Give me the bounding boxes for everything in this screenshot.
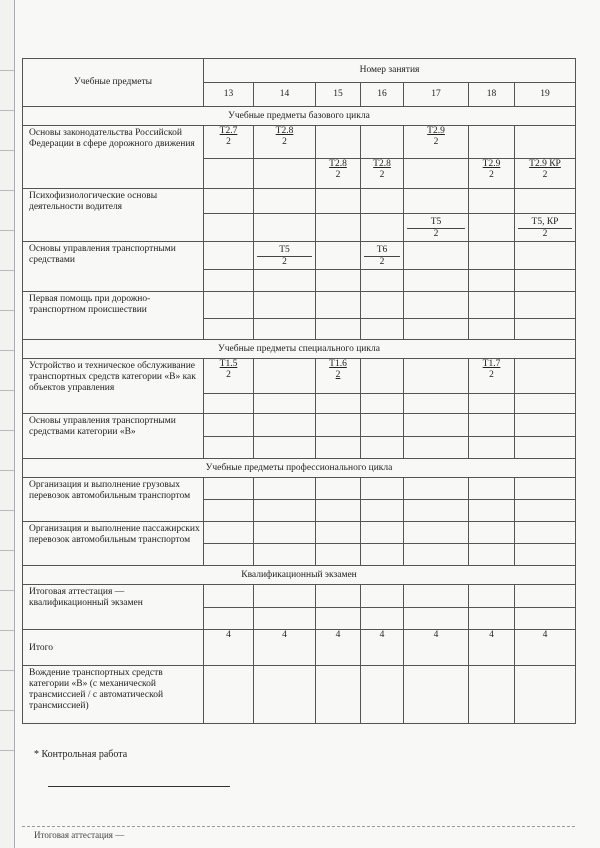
lesson-19: 19 xyxy=(515,83,576,107)
section-special: Учебные предметы специального цикла xyxy=(23,340,576,359)
law-r1-16 xyxy=(361,126,404,159)
law-r2-17 xyxy=(404,159,469,189)
lesson-18: 18 xyxy=(469,83,515,107)
device-r1-13: Т1.5 2 xyxy=(204,359,254,394)
subject-control: Основы управления транспортными средствами xyxy=(23,242,204,292)
subject-control-b: Основы управления транспортными средствами категории «В» xyxy=(23,414,204,459)
subject-first-aid: Первая помощь при дорожно-транспортном происшествии xyxy=(23,292,204,340)
law-r2-16: Т2.8 2 xyxy=(361,159,404,189)
psych-r2-19: Т5, КР 2 xyxy=(515,214,576,242)
subject-psych: Психофизиологические основы деятельности водителя xyxy=(23,189,204,242)
control-r1-16: Т6 2 xyxy=(361,242,404,270)
subjects-header: Учебные предметы xyxy=(23,59,204,107)
law-r1-18 xyxy=(469,126,515,159)
schedule-table xyxy=(22,58,576,724)
subject-final: Итоговая аттестация — квалификационный экзамен xyxy=(23,585,204,630)
total-14: 4 xyxy=(254,630,316,666)
total-13: 4 xyxy=(204,630,254,666)
law-r2-15: Т2.8 2 xyxy=(316,159,361,189)
bottom-text: Итоговая аттестация — xyxy=(34,830,125,840)
law-r1-19 xyxy=(515,126,576,159)
control-r1-14: Т5 2 xyxy=(254,242,316,270)
device-r1-15: Т1.6 2 xyxy=(316,359,361,394)
law-r1-14: Т2.8 2 xyxy=(254,126,316,159)
total-17: 4 xyxy=(404,630,469,666)
subject-passenger: Организация и выполнение пассажирских перевозок автомобильным транспортом xyxy=(23,522,204,566)
subject-driving: Вождение транспортных средств категории «В» (с механической трансмиссией / с автоматической трансмиссией) xyxy=(23,666,204,724)
lesson-16: 16 xyxy=(361,83,404,107)
law-r1-15 xyxy=(316,126,361,159)
subject-total: Итого xyxy=(23,630,204,666)
binding-strip xyxy=(0,0,15,848)
total-15: 4 xyxy=(316,630,361,666)
law-r2-14 xyxy=(254,159,316,189)
law-r2-18: Т2.9 2 xyxy=(469,159,515,189)
footnote: * Контрольная работа xyxy=(34,749,128,760)
law-r2-19: Т2.9 КР 2 xyxy=(515,159,576,189)
device-r1-18: Т1.7 2 xyxy=(469,359,515,394)
lesson-13: 13 xyxy=(204,83,254,107)
lesson-14: 14 xyxy=(254,83,316,107)
bottom-rule xyxy=(22,826,575,827)
total-16: 4 xyxy=(361,630,404,666)
section-basic: Учебные предметы базового цикла xyxy=(23,107,576,126)
total-19: 4 xyxy=(515,630,576,666)
subject-device: Устройство и техническое обслуживание транспортных средств категории «В» как объектов управления xyxy=(23,359,204,414)
law-r1-17: Т2.9 2 xyxy=(404,126,469,159)
subject-cargo: Организация и выполнение грузовых перевозок автомобильным транспортом xyxy=(23,478,204,522)
subject-law: Основы законодательства Российской Федерации в сфере дорожного движения xyxy=(23,126,204,189)
lesson-17: 17 xyxy=(404,83,469,107)
section-exam: Квалификационный экзамен xyxy=(23,566,576,585)
lesson-number-header: Номер занятия xyxy=(204,59,576,83)
law-r1-13: Т2.7 2 xyxy=(204,126,254,159)
law-r2-13 xyxy=(204,159,254,189)
total-18: 4 xyxy=(469,630,515,666)
lesson-15: 15 xyxy=(316,83,361,107)
section-professional: Учебные предметы профессионального цикла xyxy=(23,459,576,478)
psych-r2-17: Т5 2 xyxy=(404,214,469,242)
signature-line xyxy=(48,786,230,787)
